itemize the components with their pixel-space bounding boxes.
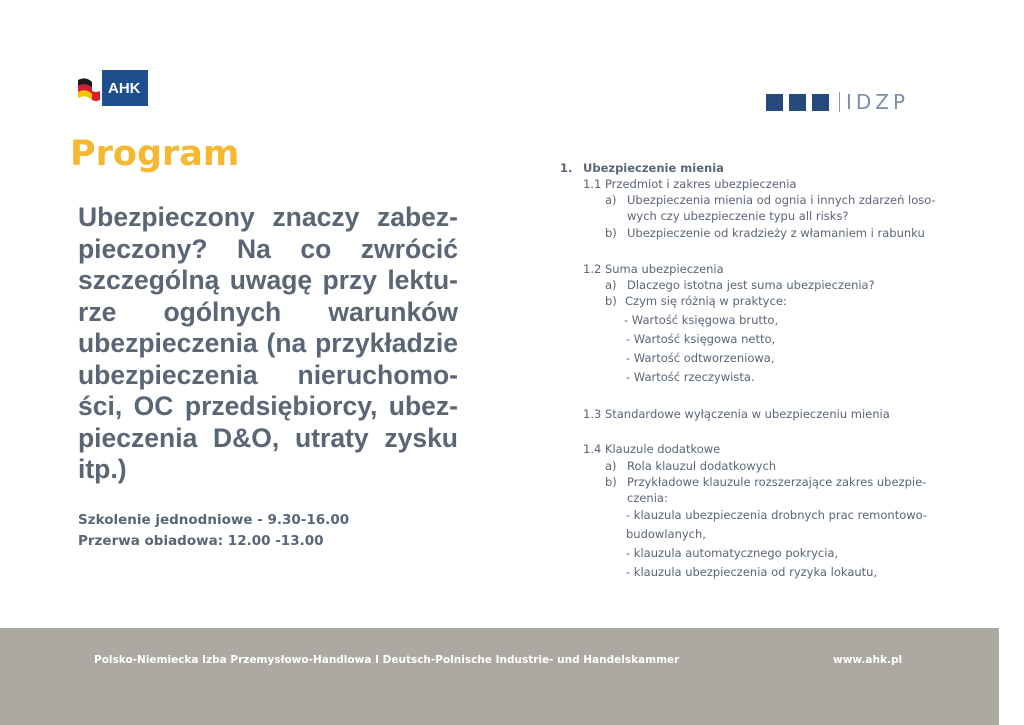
list-item: Rola klauzul dodatkowych [627,459,777,473]
footer-website-link[interactable]: www.ahk.pl [833,654,903,666]
list-marker: b) [605,294,617,308]
list-item: Dlaczego istotna jest suma ubezpieczenia? [627,278,875,292]
list-marker: a) [605,459,617,473]
list-item: Ubezpieczenia mienia od ognia i innych zdarzeń loso- [627,193,936,207]
lead-line: rze ogólnych warunków [78,296,458,327]
lead-line: pieczenia D&O, utraty zysku [78,422,458,453]
list-item: budowlanych, [626,527,706,541]
list-item: czenia: [627,491,668,505]
list-item: - klauzula automatycznego pokrycia, [626,546,839,560]
list-item: - Wartość odtworzeniowa, [626,351,775,365]
ahk-logo-text: AHK [108,79,141,97]
schedule-break: Przerwa obiadowa: 12.00 -13.00 [78,533,324,549]
list-marker: b) [605,226,617,240]
subsection-title: 1.2 Suma ubezpieczenia [583,262,724,276]
list-marker: a) [605,278,617,292]
schedule-duration: Szkolenie jednodniowe - 9.30-16.00 [78,512,350,528]
page-title: Program [70,134,240,174]
footer [0,628,999,725]
list-item: Przykładowe klauzule rozszerzające zakres ubezpie- [627,475,927,489]
subsection-title: 1.4 Klauzule dodatkowe [583,442,721,456]
list-marker: a) [605,193,617,207]
lead-line: szczególną uwagę przy lektu- [78,265,458,295]
lead-line: ubezpieczenia (na przykładzie [78,328,458,358]
subsection-title: 1.1 Przedmiot i zakres ubezpieczenia [583,177,797,191]
idzp-logo-text: IDZP [846,90,910,114]
lead-line: ubezpieczenia nieruchomo- [78,359,458,390]
footer-organization: Polsko-Niemiecka Izba Przemysłowo-Handlowa I Deutsch-Polnische Industrie- und Handelskammer [94,654,680,666]
list-item: - Wartość rzeczywista. [626,370,755,384]
list-item: Czym się różnią w praktyce: [625,294,787,308]
list-marker: b) [605,475,617,489]
section-number: 1. [560,161,573,175]
list-item: - klauzula ubezpieczenia od ryzyka lokautu, [626,565,878,579]
lead-line: ści, OC przedsiębiorcy, ubez- [78,391,458,421]
list-item: wych czy ubezpieczenie typu all risks? [627,209,849,223]
subsection-title: 1.3 Standardowe wyłączenia w ubezpieczeniu mienia [583,407,890,421]
list-item: - Wartość księgowa netto, [626,332,776,346]
list-item: Ubezpieczenie od kradzieży z włamaniem i rabunku [627,226,925,240]
lead-line: itp.) [78,454,127,484]
lead-line: Ubezpieczony znaczy zabez- [78,202,458,232]
list-item: - klauzula ubezpieczenia drobnych prac remontowo- [626,508,928,522]
list-item: - Wartość księgowa brutto, [624,313,779,327]
section-title: Ubezpieczenie mienia [583,161,724,175]
lead-line: pieczony? Na co zwrócić [78,233,458,264]
